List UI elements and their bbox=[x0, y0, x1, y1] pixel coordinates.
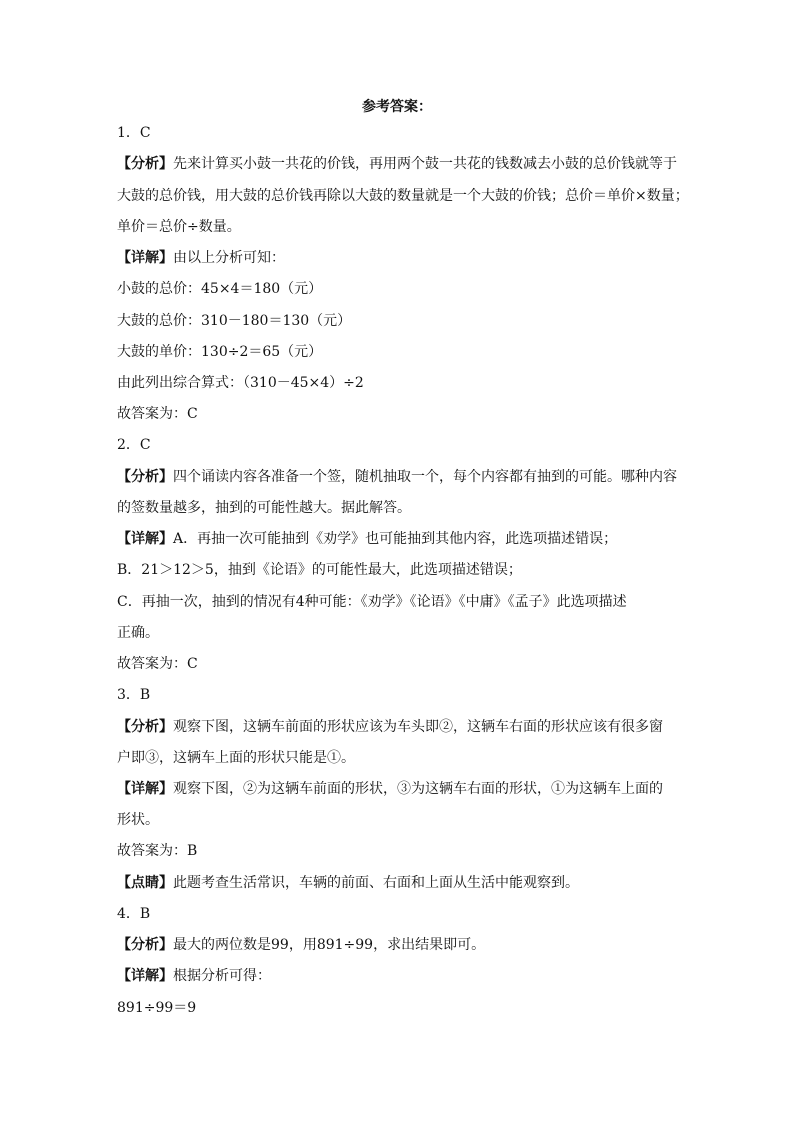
line-text: 4．B bbox=[117, 906, 151, 922]
line-text: 故答案为：B bbox=[117, 843, 198, 859]
text-line bbox=[117, 405, 687, 423]
text-line bbox=[117, 624, 687, 642]
line-text: 先来计算买小鼓一共花的价钱，再用两个鼓一共花的钱数减去小鼓的总价钱就等于 bbox=[173, 156, 677, 172]
text-line bbox=[117, 530, 687, 548]
line-tag: 【详解】 bbox=[117, 968, 173, 984]
text-line bbox=[117, 811, 687, 829]
text-line bbox=[117, 187, 687, 205]
line-text: 2．C bbox=[117, 437, 151, 453]
line-text: 大鼓的单价：130÷2＝65（元） bbox=[117, 344, 323, 360]
line-text: 形状。 bbox=[117, 812, 159, 828]
line-text: 大鼓的总价：310－180＝130（元） bbox=[117, 313, 352, 329]
line-text: 小鼓的总价：45×4＝180（元） bbox=[117, 281, 323, 297]
text-line bbox=[117, 561, 687, 579]
line-text: 观察下图，这辆车前面的形状应该为车头即②，这辆车右面的形状应该有很多窗 bbox=[173, 719, 663, 735]
line-tag: 【分析】 bbox=[117, 937, 173, 953]
line-text: 由以上分析可知： bbox=[173, 250, 285, 266]
line-tag: 【点睛】 bbox=[117, 875, 173, 891]
text-line bbox=[117, 218, 687, 236]
line-tag: 【分析】 bbox=[117, 469, 173, 485]
line-text: 户即③，这辆车上面的形状只能是①。 bbox=[117, 750, 355, 766]
line-text: 观察下图，②为这辆车前面的形状，③为这辆车右面的形状，①为这辆车上面的 bbox=[173, 781, 663, 797]
line-text: B．21＞12＞5，抽到《论语》的可能性最大，此选项描述错误； bbox=[117, 562, 522, 578]
text-line bbox=[117, 718, 687, 736]
line-text: 正确。 bbox=[117, 625, 159, 641]
text-line bbox=[117, 686, 687, 704]
text-line bbox=[117, 249, 687, 267]
line-text: A．再抽一次可能抽到《劝学》也可能抽到其他内容，此选项描述错误； bbox=[173, 531, 618, 547]
text-line bbox=[117, 280, 687, 298]
line-text: 此题考查生活常识，车辆的前面、右面和上面从生活中能观察到。 bbox=[173, 875, 579, 891]
text-line bbox=[117, 936, 687, 954]
text-line bbox=[117, 905, 687, 923]
page-title: 参考答案： bbox=[362, 99, 432, 115]
text-line bbox=[117, 343, 687, 361]
line-text: 单价＝总价÷数量。 bbox=[117, 219, 241, 235]
line-text: 的签数量越多，抽到的可能性越大。据此解答。 bbox=[117, 500, 411, 516]
text-line bbox=[117, 967, 687, 985]
text-line bbox=[117, 780, 687, 798]
line-text: 1．C bbox=[117, 125, 151, 141]
text-line bbox=[117, 749, 687, 767]
line-text: 故答案为：C bbox=[117, 406, 198, 422]
text-line bbox=[117, 499, 687, 517]
text-line bbox=[117, 312, 687, 330]
line-text: 四个诵读内容各准备一个签，随机抽取一个，每个内容都有抽到的可能。哪种内容 bbox=[173, 469, 677, 485]
line-text: 根据分析可得： bbox=[173, 968, 271, 984]
text-line bbox=[117, 874, 687, 892]
text-line bbox=[117, 842, 687, 860]
line-tag: 【分析】 bbox=[117, 156, 173, 172]
line-text: 3．B bbox=[117, 687, 151, 703]
text-line bbox=[117, 468, 687, 486]
line-text: 故答案为：C bbox=[117, 656, 198, 672]
line-text: 891÷99＝9 bbox=[117, 1000, 197, 1016]
line-tag: 【详解】 bbox=[117, 781, 173, 797]
text-line bbox=[117, 999, 687, 1017]
text-line bbox=[117, 155, 687, 173]
line-text: 由此列出综合算式：（310－45×4）÷2 bbox=[117, 375, 364, 391]
text-line bbox=[117, 124, 687, 142]
line-text: 最大的两位数是99，用891÷99，求出结果即可。 bbox=[173, 937, 486, 953]
line-tag: 【详解】 bbox=[117, 531, 173, 547]
line-text: C．再抽一次，抽到的情况有4种可能：《劝学》《论语》《中庸》《孟子》此选项描述 bbox=[117, 594, 627, 610]
line-text: 大鼓的总价钱，用大鼓的总价钱再除以大鼓的数量就是一个大鼓的价钱；总价＝单价×数量； bbox=[117, 188, 689, 204]
text-line bbox=[117, 436, 687, 454]
text-line bbox=[117, 593, 687, 611]
line-tag: 【分析】 bbox=[117, 719, 173, 735]
line-tag: 【详解】 bbox=[117, 250, 173, 266]
text-line bbox=[117, 374, 687, 392]
text-line bbox=[117, 655, 687, 673]
